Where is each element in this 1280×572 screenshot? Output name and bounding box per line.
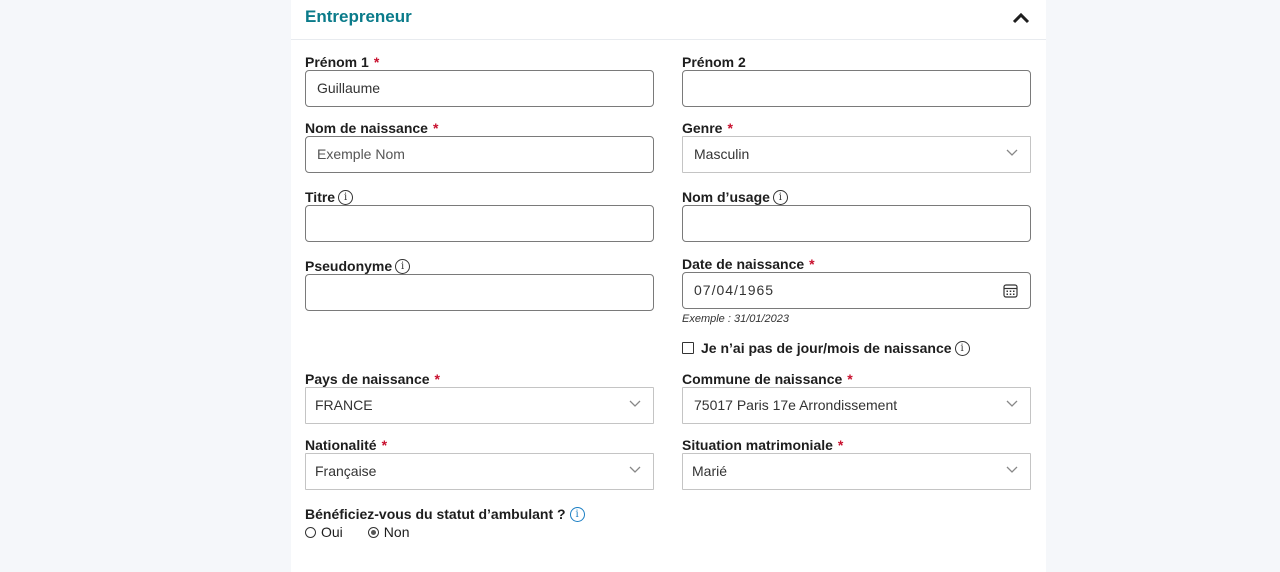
nom-naissance-field — [305, 120, 654, 173]
radio-non[interactable] — [368, 524, 410, 540]
genre-label: Genre — [682, 120, 723, 136]
card-header[interactable] — [291, 0, 1046, 40]
pays-value: FRANCE — [315, 397, 373, 413]
required-mark: * — [434, 371, 440, 387]
pays-naissance-field — [305, 371, 654, 424]
chevron-down-icon — [1006, 466, 1018, 474]
no-day-month-label: Je n’ai pas de jour/mois de naissance — [701, 340, 952, 356]
prenom2-field — [682, 54, 1031, 107]
chevron-down-icon — [1006, 400, 1018, 408]
date-naissance-label: Date de naissance — [682, 256, 805, 272]
info-icon[interactable]: i — [570, 507, 585, 522]
info-icon[interactable]: i — [338, 190, 353, 205]
genre-value: Masculin — [694, 146, 750, 162]
chevron-down-icon — [629, 400, 641, 408]
ambulant-radio-group — [305, 524, 434, 540]
required-mark: * — [837, 437, 844, 453]
prenom2-label: Prénom 2 — [682, 54, 746, 70]
pays-naissance-select[interactable] — [305, 387, 654, 424]
required-mark: * — [432, 120, 439, 136]
calendar-icon[interactable] — [1003, 283, 1018, 298]
prenom2-input[interactable] — [682, 70, 1031, 107]
nationalite-field — [305, 437, 654, 490]
nationalite-select[interactable] — [305, 453, 654, 490]
nom-naissance-label: Nom de naissance — [305, 120, 428, 136]
pseudonyme-input[interactable] — [305, 274, 654, 311]
radio-button-non[interactable] — [368, 527, 379, 538]
date-hint: Exemple : 31/01/2023 — [682, 313, 790, 325]
required-mark: * — [373, 54, 380, 70]
pseudonyme-field — [305, 258, 654, 311]
prenom1-field — [305, 54, 654, 107]
situation-label: Situation matrimoniale — [682, 437, 833, 453]
radio-button-oui[interactable] — [305, 527, 316, 538]
date-naissance-input[interactable] — [682, 272, 1031, 309]
info-icon[interactable]: i — [955, 341, 970, 356]
no-day-month-checkbox-row[interactable] — [682, 340, 970, 356]
situation-field — [682, 437, 1031, 490]
situation-select[interactable] — [682, 453, 1031, 490]
nationalite-value: Française — [315, 463, 377, 479]
prenom1-label: Prénom 1 — [305, 54, 369, 70]
nom-naissance-input[interactable]: Exemple Nom — [305, 136, 654, 173]
ambulant-question — [305, 506, 585, 522]
prenom1-input[interactable]: Guillaume — [305, 70, 654, 107]
chevron-up-icon[interactable] — [1011, 10, 1031, 26]
commune-naissance-field — [682, 371, 1031, 424]
commune-naissance-select[interactable] — [682, 387, 1031, 424]
nationalite-label: Nationalité — [305, 437, 377, 453]
required-mark: * — [727, 120, 733, 136]
section-title: Entrepreneur — [305, 7, 412, 26]
ambulant-question-label: Bénéficiez-vous du statut d’ambulant ? — [305, 506, 566, 522]
commune-naissance-label: Commune de naissance — [682, 371, 843, 387]
date-value: 07/04/1965 — [694, 282, 775, 298]
radio-oui[interactable] — [305, 524, 343, 540]
info-icon[interactable]: i — [773, 190, 788, 205]
titre-label: Titre — [305, 189, 336, 205]
date-naissance-field — [682, 256, 1031, 328]
nom-usage-label: Nom d’usage — [682, 189, 770, 205]
no-day-month-checkbox[interactable] — [682, 342, 694, 354]
radio-non-label: Non — [383, 524, 410, 540]
titre-field — [305, 189, 654, 242]
pays-naissance-label: Pays de naissance — [305, 371, 430, 387]
situation-value: Marié — [692, 463, 728, 479]
commune-value: 75017 Paris 17e Arrondissement — [694, 397, 898, 413]
genre-field — [682, 120, 1031, 173]
required-mark: * — [847, 371, 853, 387]
nom-usage-input[interactable] — [682, 205, 1031, 242]
required-mark: * — [809, 256, 815, 272]
chevron-down-icon — [629, 466, 641, 474]
chevron-down-icon — [1006, 149, 1018, 157]
genre-select[interactable] — [682, 136, 1031, 173]
pseudonyme-label: Pseudonyme — [305, 258, 393, 274]
titre-input[interactable] — [305, 205, 654, 242]
nom-usage-field — [682, 189, 1031, 242]
required-mark: * — [381, 437, 388, 453]
info-icon[interactable]: i — [395, 259, 410, 274]
radio-oui-label: Oui — [321, 524, 343, 540]
